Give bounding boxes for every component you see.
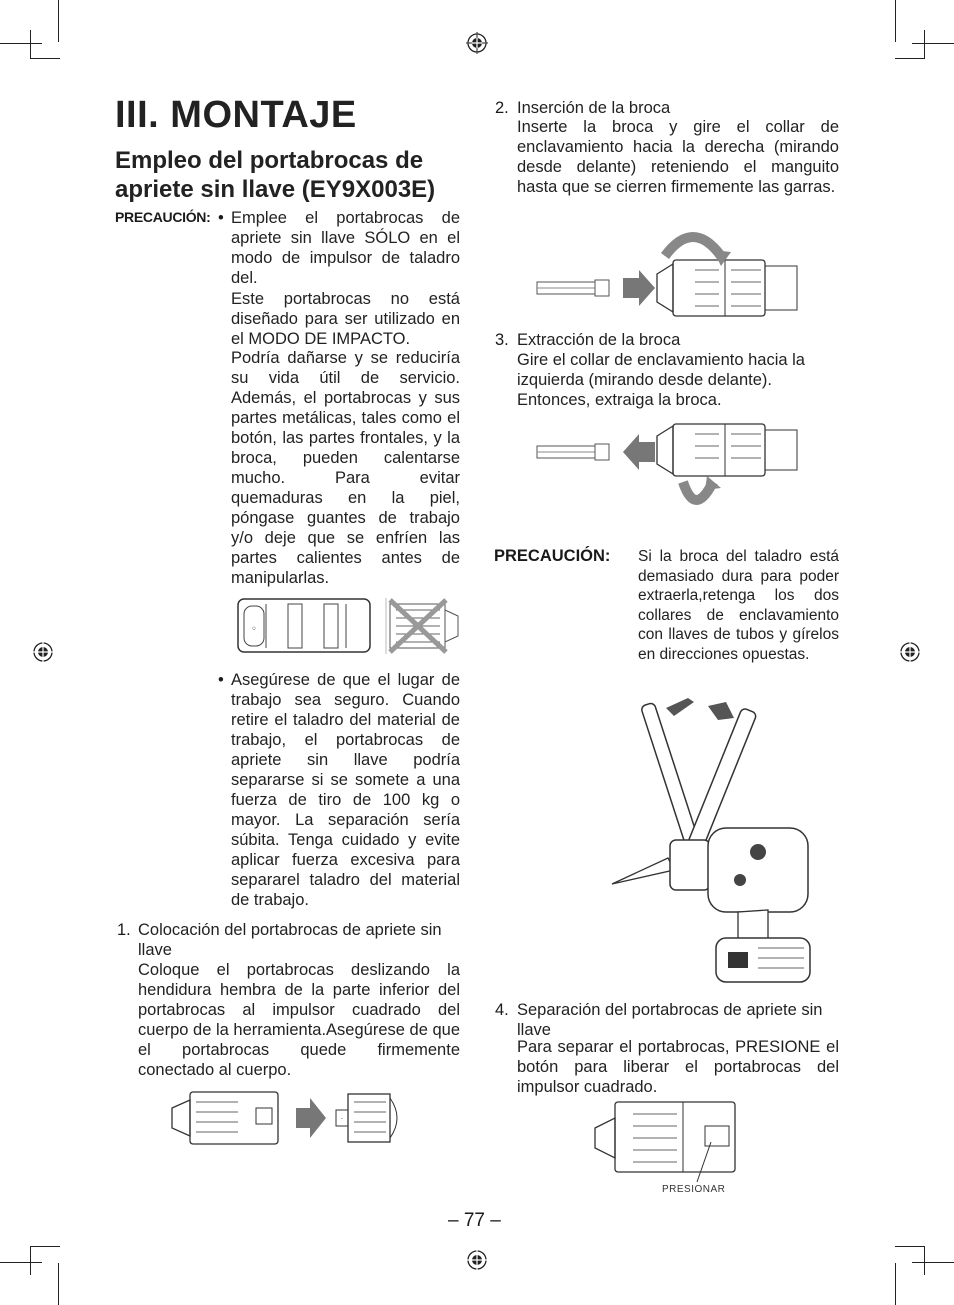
step-number: 1. xyxy=(117,921,131,939)
wrench-drill-illustration xyxy=(608,690,823,990)
right-arrow-icon xyxy=(296,1098,326,1138)
step-body: Coloque el portabrocas deslizando la hendidura hembra de la parte inferior del portabrocas al impulsor cuadrado del cuerpo de la herramienta.Asegúrese de que el portabrocas quede firmemente conectado al cuerpo. xyxy=(138,961,460,1079)
press-label: PRESIONAR xyxy=(662,1184,726,1195)
bit-insert-illustration xyxy=(535,226,800,321)
registration-mark-icon xyxy=(899,641,921,663)
step-body: Para separar el portabrocas, PRESIONE el botón para liberar el portabrocas del impulsor cuadrado. xyxy=(517,1038,839,1096)
crop-mark xyxy=(0,43,42,44)
step-heading: Inserción de la broca xyxy=(517,99,671,117)
crop-mark xyxy=(924,1246,925,1275)
step-heading: Separación del portabrocas de apriete sin llave xyxy=(517,1001,823,1039)
crop-mark xyxy=(895,1263,896,1305)
right-arrow-icon xyxy=(623,270,655,306)
svg-text:◦: ◦ xyxy=(251,624,257,635)
step-body: Inserte la broca y gire el collar de enclavamiento hacia la derecha (mirando desde delante) reteniendo el manguito hasta que se cierren firmemente las garras. xyxy=(517,118,839,196)
crop-mark xyxy=(895,0,896,42)
crop-mark xyxy=(912,1262,954,1263)
caution-text: Si la broca del taladro está demasiado dura para poder extraerla,retenga los dos collares de enclavamiento con llaves de tubos y gírelos en direcciones opuestas. xyxy=(638,548,839,663)
bullet-mark: • xyxy=(218,209,224,227)
safety-paragraph: Asegúrese de que el lugar de trabajo sea seguro. Cuando retire el taladro del material de trabajo, el portabrocas de apriete sin llave podría separarse si se somete a una fuerza de tiro de 100 kg o mayor. La separación sería súbita. Tenga cuidado y evite aplicar fuerza excesiva para separarel taladro del material de trabajo. xyxy=(231,671,460,909)
caution-label: PRECAUCIÓN: xyxy=(115,209,211,225)
crop-mark xyxy=(912,43,954,44)
crop-mark xyxy=(30,1246,31,1275)
chuck-impact-prohibited-illustration xyxy=(236,596,462,656)
crop-mark xyxy=(58,0,59,42)
step-heading: Extracción de la broca xyxy=(517,331,681,349)
crop-mark xyxy=(0,1262,42,1263)
page-title: III. MONTAJE xyxy=(115,94,357,136)
caution-paragraph-2: Este portabrocas no está diseñado para ser utilizado en el MODO DE IMPACTO. xyxy=(231,290,460,348)
step-body: Gire el collar de enclavamiento hacia la izquierda (mirando desde delante). Entonces, extraiga la broca. xyxy=(517,351,805,409)
chuck-attach-illustration xyxy=(168,1088,408,1148)
registration-mark-icon xyxy=(466,32,488,54)
crop-mark xyxy=(30,1246,60,1247)
crop-mark xyxy=(895,58,925,59)
caution-label: PRECAUCIÓN: xyxy=(494,547,611,565)
bit-remove-illustration xyxy=(535,420,800,515)
page-number: – 77 – xyxy=(448,1210,501,1231)
step-number: 4. xyxy=(495,1001,509,1019)
registration-mark-icon xyxy=(32,641,54,663)
crop-mark xyxy=(895,1246,925,1247)
left-arrow-icon xyxy=(623,434,655,470)
crop-mark xyxy=(30,58,60,59)
crop-mark xyxy=(30,30,31,59)
caution-paragraph-3: Podría dañarse y se reduciría su vida útil de servicio. Además, el portabrocas y sus partes metálicas, tales como el botón, las partes frontales, y la broca, pueden calentarse mucho. Para evitar quemaduras en la piel, póngase guantes de trabajo y/o deje que se enfríen las partes calientes antes de manipularlas. xyxy=(231,349,460,587)
registration-mark-icon xyxy=(466,1249,488,1271)
release-button xyxy=(705,1126,729,1146)
bullet-mark: • xyxy=(218,671,224,689)
crop-mark xyxy=(58,1263,59,1305)
crop-mark xyxy=(924,30,925,59)
step-number: 3. xyxy=(495,331,509,349)
step-number: 2. xyxy=(495,99,509,117)
svg-text:·: · xyxy=(340,1114,344,1123)
chuck-separate-illustration xyxy=(593,1100,743,1180)
step-heading: Colocación del portabrocas de apriete sin llave xyxy=(138,921,442,959)
caution-paragraph-1: Emplee el portabrocas de apriete sin llave SÓLO en el modo de impulsor de taladro del. xyxy=(231,209,460,287)
section-subtitle: Empleo del portabrocas de apriete sin llave (EY9X003E) xyxy=(115,147,436,203)
